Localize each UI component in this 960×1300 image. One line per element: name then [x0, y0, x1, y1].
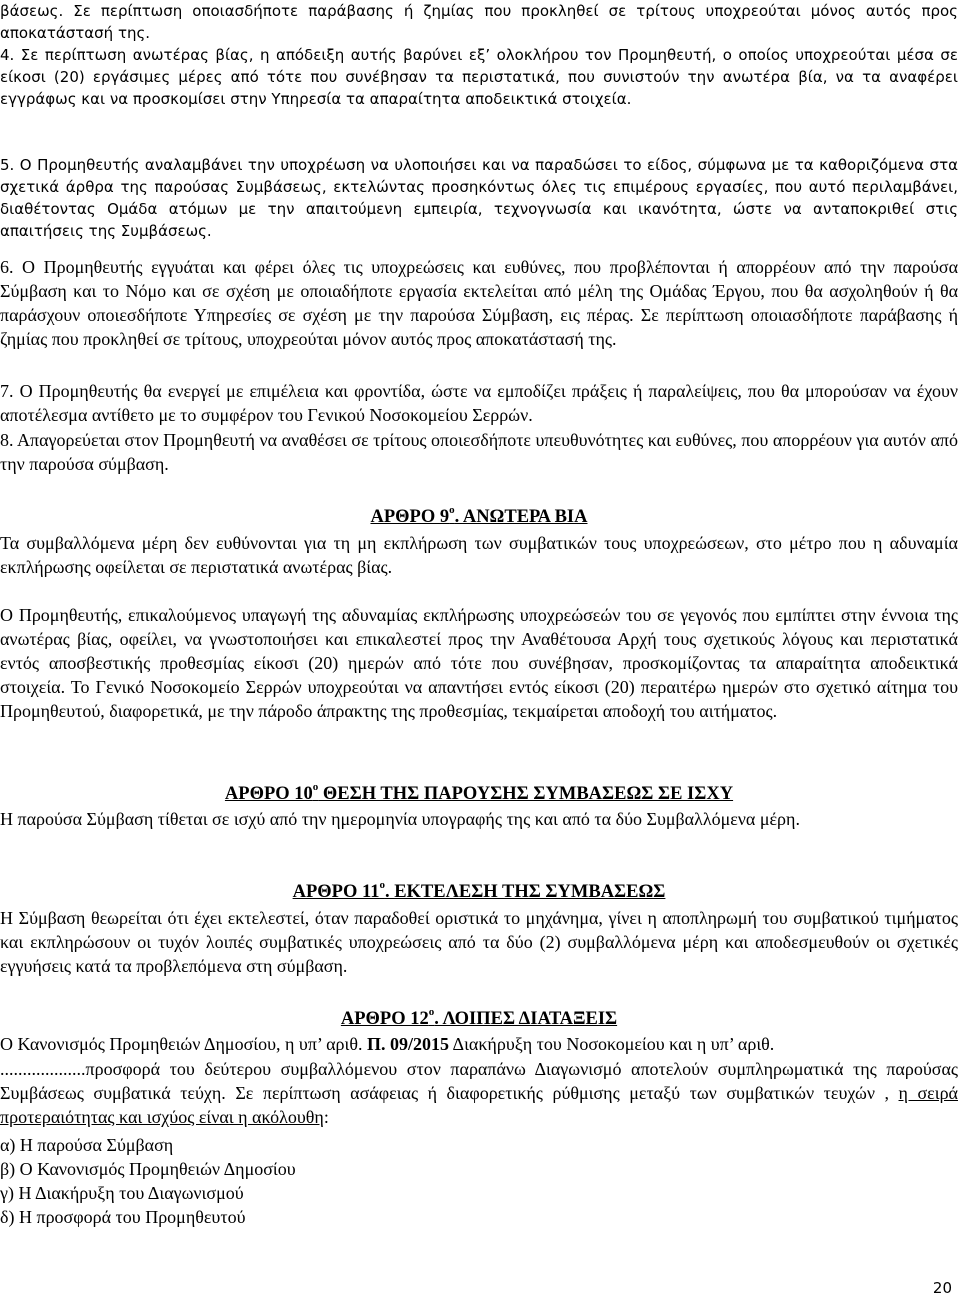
article-12-text: : — [323, 1107, 329, 1127]
article-9-heading: ΑΡΘΡΟ $9^o$. ΑΝΩΤΕΡΑ ΒΙΑ — [370, 503, 588, 527]
paragraph-item-7: 7. Ο Προμηθευτής θα ενεργεί με επιμέλεια και φροντίδα, ώστε να εμποδίζει πράξεις ή παραλείψεις, που θα μπορούσαν να έχουν αποτέλεσμα αντίθετο με το συμφέρον του Γενικού Νοσοκομείου Σερρών. — [0, 381, 958, 425]
article-9-paragraph-2: Ο Προμηθευτής, επικαλούμενος υπαγωγή της αδυναμίας εκπλήρωσης υποχρεώσεών του σε γεγονός που εμπίπτει στην έννοια της ανωτέρας βίας, οφείλει, να γνωστοποιήσει και επικαλεστεί προς την Αναθέτουσα Αρχή τους σχετικούς λόγους και περιστατικά εντός αποσβεστικής προθεσμίας είκοσι (20) ημερών από τότε που συνέβησαν, προσκομίζοντας τα απαραίτητα αποδεικτικά στοιχεία. Το Γενικό Νοσοκομείο Σερρών υποχρεούται να απαντήσει εντός είκοσι (20) περαιτέρω ημερών στο σχετικό αίτημα του Προμηθευτού, διαφορετικά, με την πάροδο άπρακτης της προθεσμίας, τεκμαίρεται αποδοχή του αιτήματος. — [0, 605, 958, 721]
list-item: β) Ο Κανονισμός Προμηθειών Δημοσίου — [0, 1159, 296, 1179]
article-12-heading: ΑΡΘΡΟ $12^o$. ΛΟΙΠΕΣ ΔΙΑΤΑΞΕΙΣ — [340, 1005, 618, 1029]
priority-statement: η σειρά προτεραιότητας και ισχύος είναι η ακόλουθη — [0, 1083, 958, 1127]
article-12-paragraph-2 — [0, 1057, 958, 1129]
article-10-heading: ΑΡΘΡΟ $10^o$ ΘΕΣΗ ΤΗΣ ΠΑΡΟΥΣΗΣ ΣΥΜΒΑΣΕΩΣ ΣΕ ΙΣΧΥ — [224, 780, 734, 804]
paragraph-item-8: 8. Απαγορεύεται στον Προμηθευτή να αναθέσει σε τρίτους οποιεσδήποτε υπευθυνότητες και ευθύνες, που απορρέουν για αυτόν από την παρούσα σύμβαση. — [0, 430, 958, 474]
article-9-paragraph-1: Τα συμβαλλόμενα μέρη δεν ευθύνονται για τη μη εκπλήρωση των συμβατικών τους υποχρεώσεων, στο μέτρο που η αδυναμία εκπλήρωσης οφείλεται σε περιστατικά ανωτέρας βίας. — [0, 533, 958, 577]
page-number: 20 — [932, 1279, 952, 1297]
list-item: δ) Η προσφορά του Προμηθευτού — [0, 1207, 246, 1227]
article-12-text: Διακήρυξη του Νοσοκομείου και η υπ’ αριθ. — [449, 1034, 775, 1054]
list-item: α) Η παρούσα Σύμβαση — [0, 1135, 174, 1155]
article-11-paragraph-1: Η Σύμβαση θεωρείται ότι έχει εκτελεστεί, όταν παραδοθεί οριστικά το μηχάνημα, γίνει η αποπληρωμή του συμβατικού τιμήματος και εκπληρώσουν οι τυχόν λοιπές συμβατικές υποχρεώσεις από τα δύο (2) συμβαλλόμενα μέρη και αποδεσμευθούν οι σχετικές εγγυήσεις κατά τα προβλεπόμενα στη σύμβαση. — [0, 908, 958, 976]
paragraph-item-6: 6. Ο Προμηθευτής εγγυάται και φέρει όλες τις υποχρεώσεις και ευθύνες, που προβλέπονται ή απορρέουν από την παρούσα Σύμβαση και το Νόμο και σε σχέση με οποιαδήποτε εργασία εκτελείται από μέλη της Ομάδας Έργου, που θα ασχοληθούν ή θα παράσχουν οποιεσδήποτε Υπηρεσίες σε σχέση με την παρούσα Σύμβαση, εις πέρας. Σε περίπτωση οποιασδήποτε παράβασης ή ζημίας που προκληθεί σε τρίτους, υποχρεούται μόνον αυτός προς αποκατάστασή της. — [0, 257, 958, 349]
article-12-text: ...................προσφορά του δεύτερου συμβαλλόμενου στον παραπάνω Διαγωνισμό αποτελούν συμπληρωματικά της παρούσας Συμβάσεως συμβατικά τεύχη. Σε περίπτωση ασάφειας ή διαφορετικής ρύθμισης μεταξύ των συμβατικών τευχών , — [0, 1059, 958, 1103]
paragraph-item-4: 4. Σε περίπτωση ανωτέρας βίας, η απόδειξη αυτής βαρύνει εξ’ ολοκλήρου τον Προμηθευτή, ο οποίος υποχρεούται μέσα σε είκοσι (20) εργάσιμες μέρες από τότε που συνέβησαν τα περιστατικά, που συνιστούν την ανωτέρα βία, να τα αναφέρει εγγράφως και να προσκομίσει στην Υπηρεσία τα απαραίτητα αποδεικτικά στοιχεία. — [0, 46, 958, 108]
tender-reference: Π. 09/2015 — [366, 1034, 449, 1054]
article-12-paragraph-1 — [0, 1032, 958, 1056]
article-11-heading: ΑΡΘΡΟ $11^o$. ΕΚΤΕΛΕΣΗ ΤΗΣ ΣΥΜΒΑΣΕΩΣ — [292, 878, 666, 902]
list-item: γ) Η Διακήρυξη του Διαγωνισμού — [0, 1183, 244, 1203]
paragraph-item-5: 5. Ο Προμηθευτής αναλαμβάνει την υποχρέωση να υλοποιήσει και να παραδώσει το είδος, σύμφωνα με τα καθοριζόμενα στα σχετικά άρθρα της παρούσας Συμβάσεως, εκτελώντας προσηκόντως όλες τις επιμέρους εργασίες, που αυτό περιλαμβάνει, διαθέτοντας Ομάδα ατόμων με την απαιτούμενη εμπειρία, τεχνογνωσία και ικανότητα, ώστε να ανταποκριθεί στις απαιτήσεις της Συμβάσεως. — [0, 156, 958, 240]
priority-list — [0, 1133, 958, 1229]
article-12-text: Ο Κανονισμός Προμηθειών Δημοσίου, η υπ’ αριθ. — [0, 1034, 367, 1054]
paragraph-continuation: βάσεως. Σε περίπτωση οποιασδήποτε παράβασης ή ζημίας που προκληθεί σε τρίτους υποχρεούται μόνος αυτός προς αποκατάστασή της. — [0, 2, 958, 42]
article-10-paragraph-1: Η παρούσα Σύμβαση τίθεται σε ισχύ από την ημερομηνία υπογραφής της και από τα δύο Συμβαλλόμενα μέρη. — [0, 809, 800, 829]
